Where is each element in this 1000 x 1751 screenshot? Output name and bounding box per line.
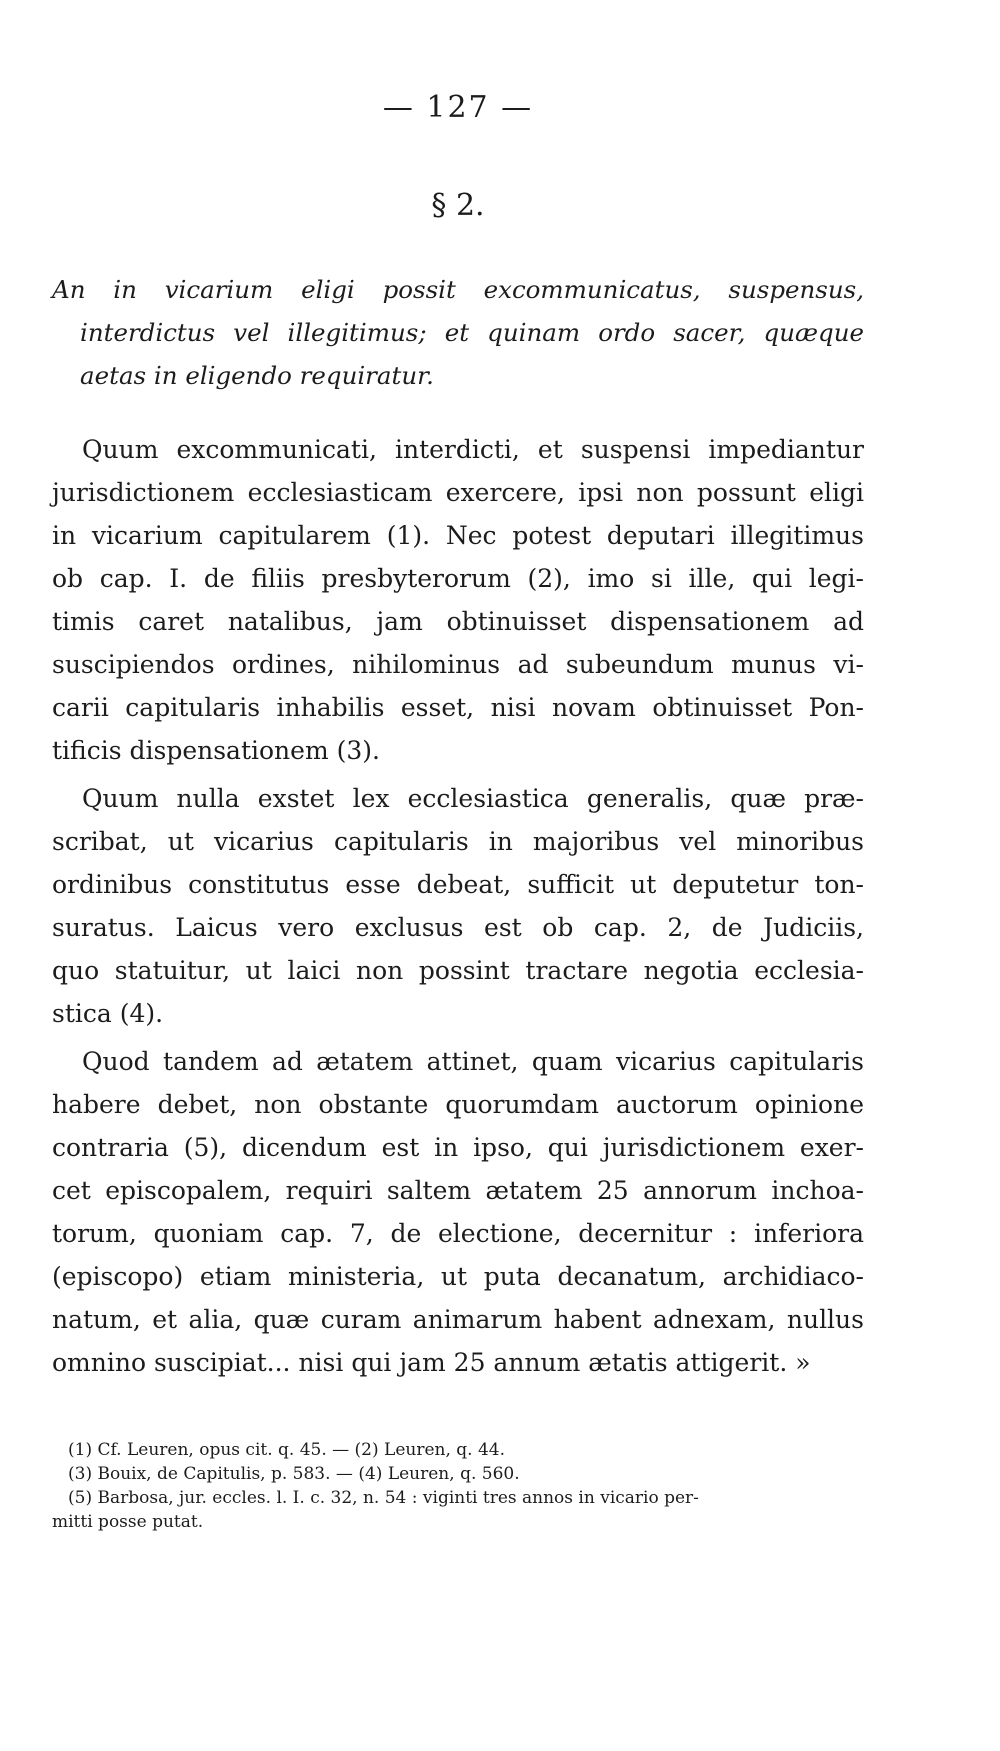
page-number: — 127 —	[382, 90, 534, 125]
text-line: ob cap. I. de filiis presbyterorum (2), imo si ille, qui legi-	[52, 564, 864, 593]
text-line: timis caret natalibus, jam obtinuisset dispensationem ad	[52, 607, 864, 636]
paragraph	[52, 1040, 864, 1384]
footnote: (1) Cf. Leuren, opus cit. q. 45. — (2) Leuren, q. 44.	[68, 1440, 506, 1460]
text-line: stica (4).	[52, 999, 164, 1028]
text-line: suratus. Laicus vero exclusus est ob cap. 2, de Judiciis,	[52, 913, 864, 942]
section-heading	[52, 268, 864, 397]
text-line: habere debet, non obstante quorumdam auctorum opinione	[52, 1090, 864, 1119]
text-line: ordinibus constitutus esse debeat, sufficit ut deputetur ton-	[52, 870, 864, 899]
text-line: scribat, ut vicarius capitularis in majoribus vel minoribus	[52, 827, 864, 856]
text-line: contraria (5), dicendum est in ipso, qui jurisdictionem exer-	[52, 1133, 864, 1162]
text-line: suscipiendos ordines, nihilominus ad subeundum munus vi-	[52, 650, 864, 679]
text-line: Quod tandem ad ætatem attinet, quam vicarius capitularis	[82, 1047, 864, 1076]
text-line: cet episcopalem, requiri saltem ætatem 25 annorum inchoa-	[52, 1176, 864, 1205]
text-line: quo statuitur, ut laici non possint tractare negotia ecclesia-	[52, 956, 864, 985]
body-text	[52, 428, 864, 1384]
text-line: in vicarium capitularem (1). Nec potest deputari illegitimus	[52, 521, 864, 550]
text-line: torum, quoniam cap. 7, de electione, decernitur : inferiora	[52, 1219, 864, 1248]
text-line: (episcopo) etiam ministeria, ut puta decanatum, archidiaco-	[52, 1262, 864, 1291]
paragraph	[52, 428, 864, 772]
text-line: natum, et alia, quæ curam animarum habent adnexam, nullus	[52, 1305, 864, 1334]
footnote: (5) Barbosa, jur. eccles. l. I. c. 32, n. 54 : viginti tres annos in vicario per-	[68, 1488, 699, 1508]
text-line: Quum excommunicati, interdicti, et suspensi impediantur	[82, 435, 864, 464]
footnotes	[52, 1438, 864, 1534]
footnote: mitti posse putat.	[52, 1512, 204, 1532]
heading-line: interdictus vel illegitimus; et quinam ordo sacer, quæque	[80, 318, 864, 347]
text-line: tificis dispensationem (3).	[52, 736, 380, 765]
text-line: jurisdictionem ecclesiasticam exercere, ipsi non possunt eligi	[52, 478, 864, 507]
text-line: omnino suscipiat... nisi qui jam 25 annum ætatis attigerit. »	[52, 1348, 811, 1377]
text-line: Quum nulla exstet lex ecclesiastica generalis, quæ præ-	[82, 784, 864, 813]
heading-line: aetas in eligendo requiratur.	[80, 361, 434, 390]
paragraph	[52, 777, 864, 1035]
section-number: § 2.	[431, 188, 485, 223]
footnote: (3) Bouix, de Capitulis, p. 583. — (4) Leuren, q. 560.	[68, 1464, 520, 1484]
text-line: carii capitularis inhabilis esset, nisi novam obtinuisset Pon-	[52, 693, 864, 722]
heading-line: An in vicarium eligi possit excommunicatus, suspensus,	[52, 275, 864, 304]
